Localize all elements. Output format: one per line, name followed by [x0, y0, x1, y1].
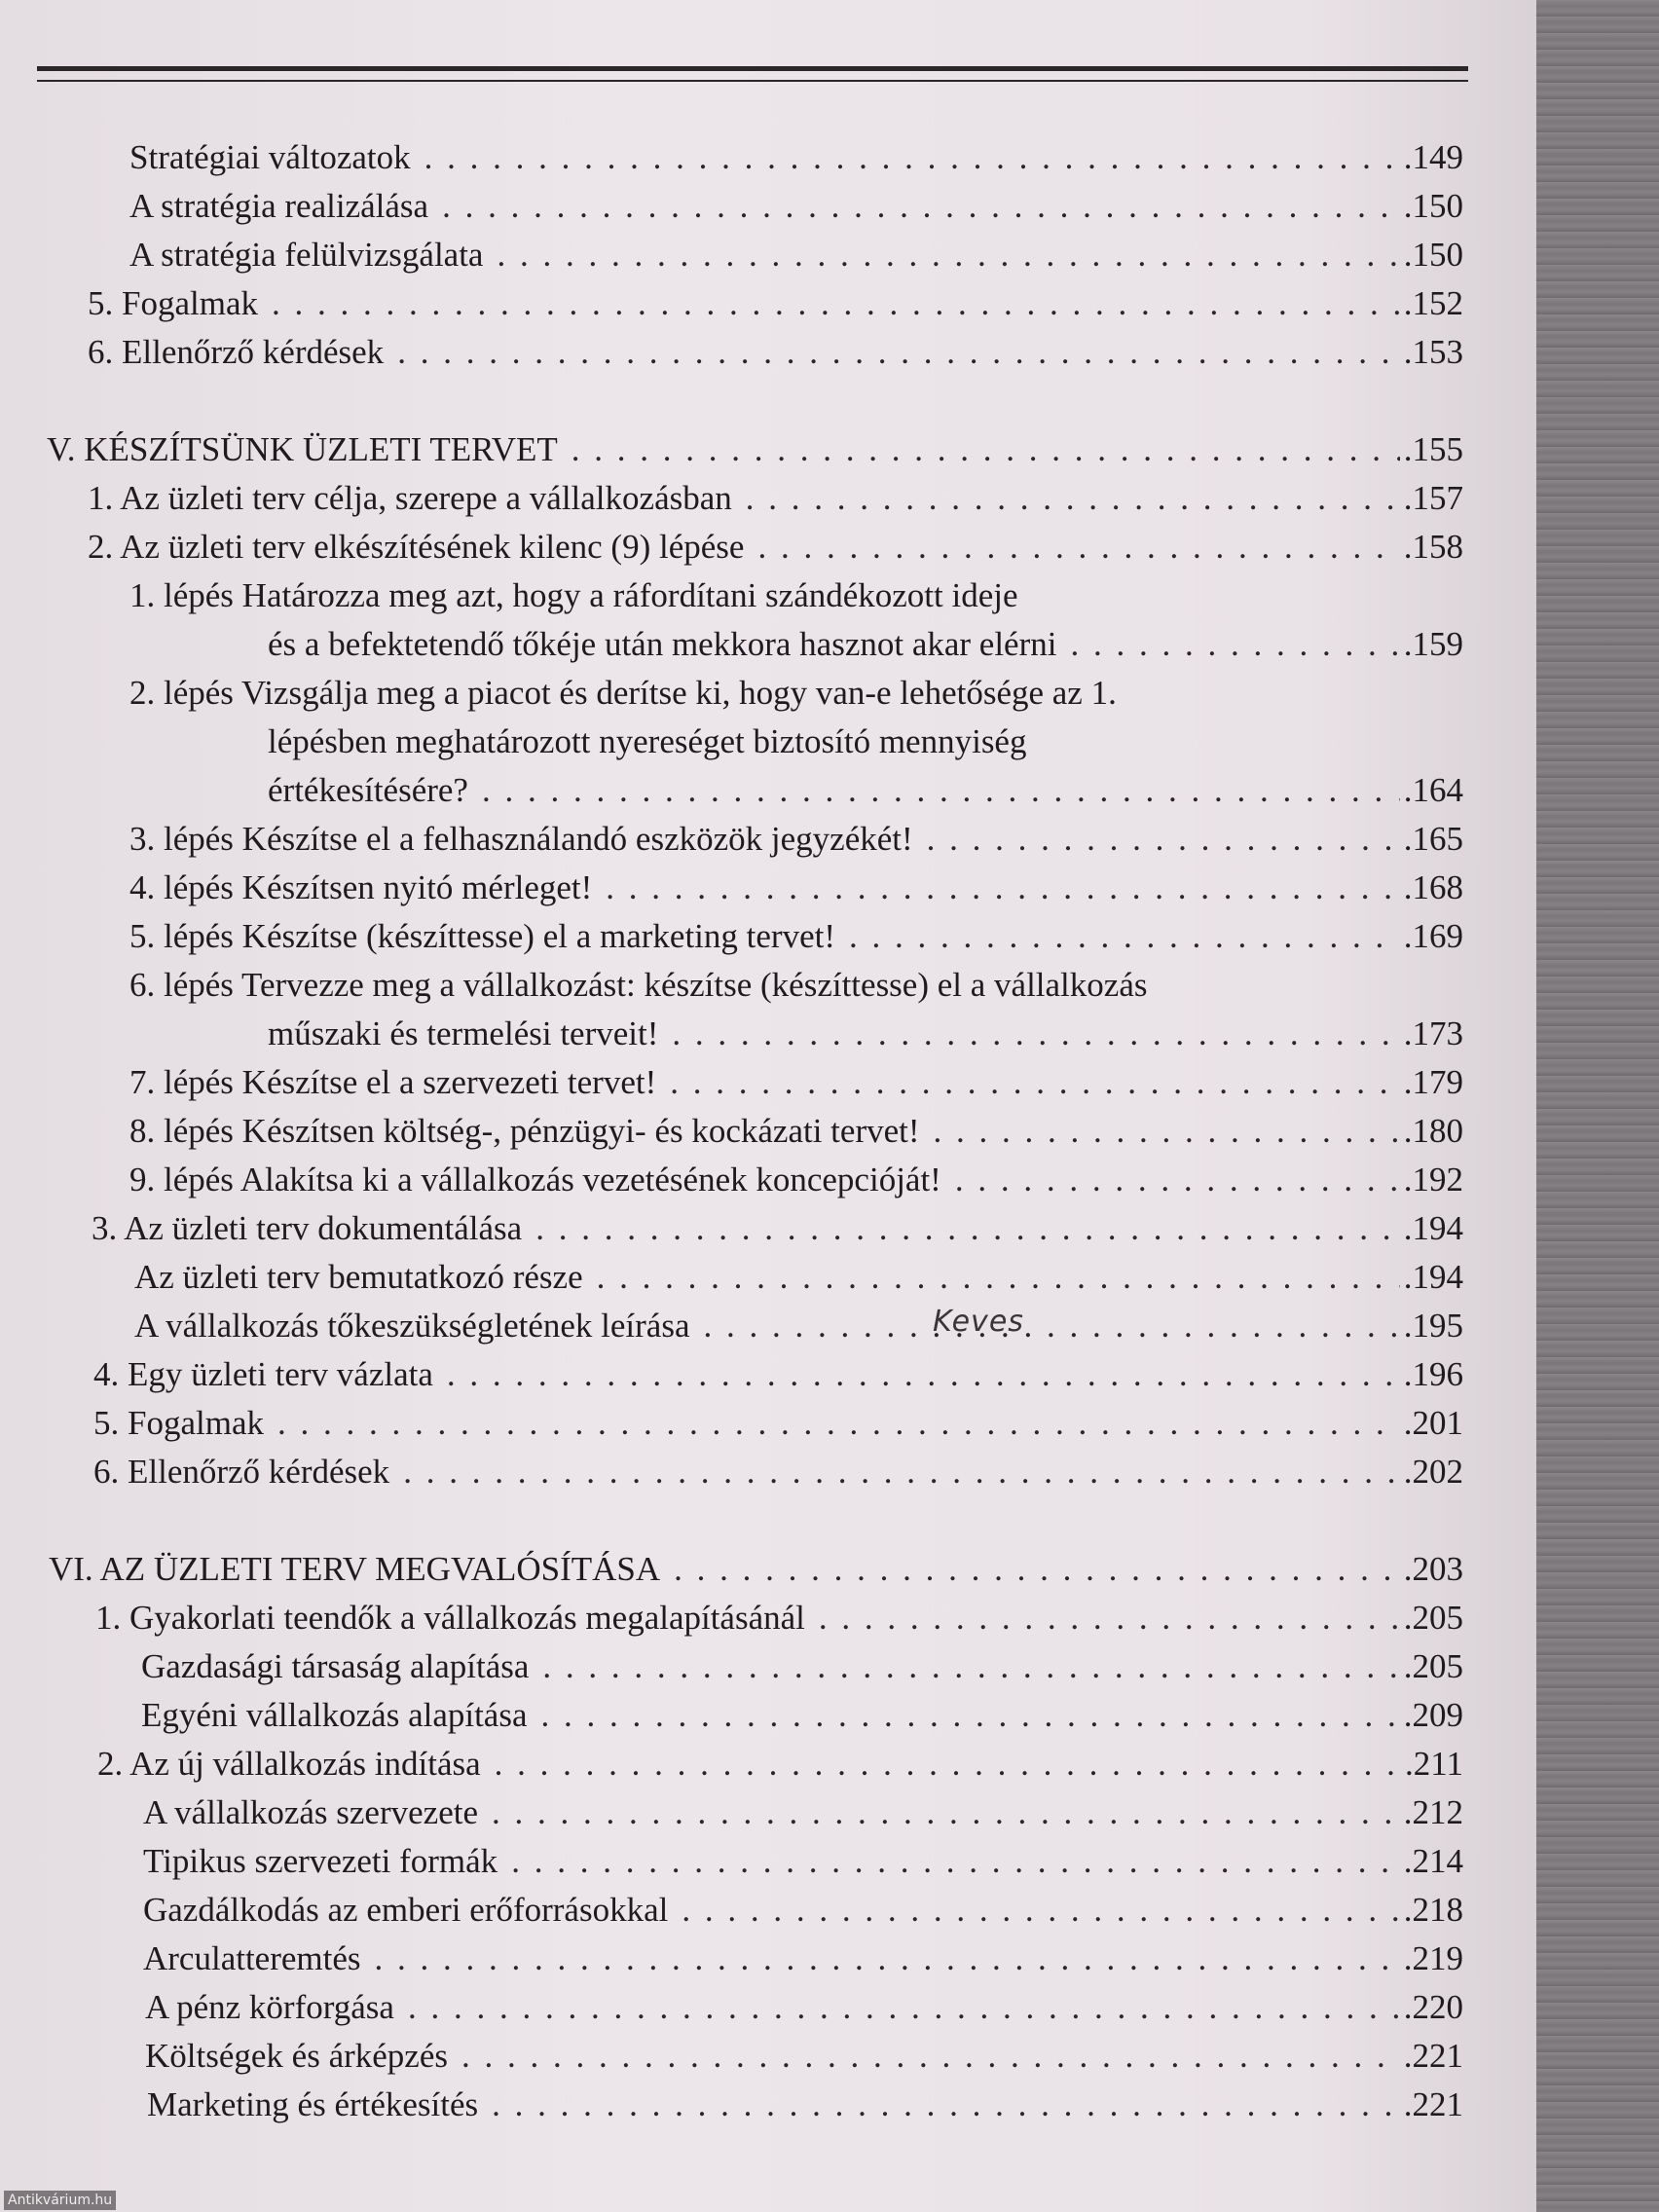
toc-chapter-heading: V. KÉSZÍTSÜNK ÜZLETI TERVET . . . .155: [47, 425, 1463, 474]
toc-entry: Marketing és értékesítés . . . .221: [147, 2081, 1463, 2129]
toc-entry: A stratégia realizálása . . . .150: [129, 182, 1463, 231]
toc-entry: A stratégia felülvizsgálata . . . .150: [129, 231, 1463, 279]
toc-entry: 3. Az üzleti terv dokumentálása . . . .194: [92, 1204, 1463, 1253]
toc-entry: 2. Az új vállalkozás indítása . . . .211: [97, 1740, 1463, 1788]
toc-entry: 8. lépés Készítsen költség-, pénzügyi- és kockázati tervet! . . . .180: [129, 1107, 1463, 1156]
toc-entry: A vállalkozás szervezete . . . .212: [143, 1788, 1463, 1837]
handwritten-note: Keves: [933, 1305, 1024, 1339]
toc-entry-text: 1. lépés Határozza meg azt, hogy a ráfordítani szándékozott ideje: [129, 576, 1018, 614]
toc-entry: 9. lépés Alakítsa ki a vállalkozás vezetésének koncepcióját! . . . .192: [129, 1156, 1463, 1204]
toc-entry: 5. Fogalmak . . . .152: [88, 279, 1463, 328]
toc-entry: 3. lépés Készítse el a felhasználandó eszközök jegyzékét! . . . .165: [129, 815, 1463, 864]
toc-entry: 2. Az üzleti terv elkészítésének kilenc (9) lépése . . . .158: [88, 523, 1463, 571]
toc-entry: 5. lépés Készítse (készíttesse) el a marketing tervet! . . . .169: [129, 912, 1463, 961]
toc-entry-text: 2. lépés Vizsgálja meg a piacot és derítse ki, hogy van-e lehetősége az 1.: [129, 674, 1117, 712]
toc-entry: 6. Ellenőrző kérdések . . . .202: [93, 1448, 1463, 1496]
toc-entry: és a befektetendő tőkéje után mekkora hasznot akar elérni . . . .159: [268, 620, 1463, 669]
toc-entry: Arculatteremtés . . . .219: [143, 1935, 1463, 1983]
page-edge-background: [1536, 0, 1659, 2212]
toc-entry-text: lépésben meghatározott nyereséget biztosító mennyiség: [268, 722, 1027, 760]
watermark: Antikvárium.hu: [4, 2191, 116, 2210]
toc-entry: Az üzleti terv bemutatkozó része . . . .194: [134, 1253, 1463, 1302]
toc-entry: A vállalkozás tőkeszükségletének leírása . . . .195: [134, 1302, 1463, 1350]
toc-entry: műszaki és termelési terveit! . . . .173: [268, 1010, 1463, 1058]
toc-entry: Stratégiai változatok . . . .149: [129, 133, 1463, 182]
toc-entry: 4. Egy üzleti terv vázlata . . . .196: [93, 1350, 1463, 1399]
toc-chapter-heading: VI. AZ ÜZLETI TERV MEGVALÓSÍTÁSA . . . .203: [49, 1545, 1463, 1594]
toc-entry: értékesítésére? . . . .164: [268, 766, 1463, 815]
toc-entry: A pénz körforgása . . . .220: [145, 1983, 1463, 2032]
toc-entry: Gazdasági társaság alapítása . . . .205: [141, 1642, 1463, 1691]
toc-entry-text: 6. lépés Tervezze meg a vállalkozást: készítse (készíttesse) el a vállalkozás: [129, 966, 1148, 1004]
toc-entry: 5. Fogalmak . . . .201: [93, 1399, 1463, 1448]
toc-entry: Egyéni vállalkozás alapítása . . . .209: [141, 1691, 1463, 1740]
toc-entry: 4. lépés Készítsen nyitó mérleget! . . . .168: [129, 864, 1463, 912]
toc-entry: 1. Az üzleti terv célja, szerepe a vállalkozásban . . . .157: [88, 474, 1463, 523]
toc-entry: Gazdálkodás az emberi erőforrásokkal . . . .218: [143, 1886, 1463, 1935]
toc-entry: Költségek és árképzés . . . .221: [145, 2032, 1463, 2081]
toc-entry: Tipikus szervezeti formák . . . .214: [143, 1837, 1463, 1886]
toc-entry: 7. lépés Készítse el a szervezeti tervet! . . . .179: [129, 1058, 1463, 1107]
toc-entry: 1. Gyakorlati teendők a vállalkozás megalapításánál . . . .205: [95, 1594, 1463, 1642]
toc-entry: 6. Ellenőrző kérdések . . . .153: [88, 328, 1463, 377]
